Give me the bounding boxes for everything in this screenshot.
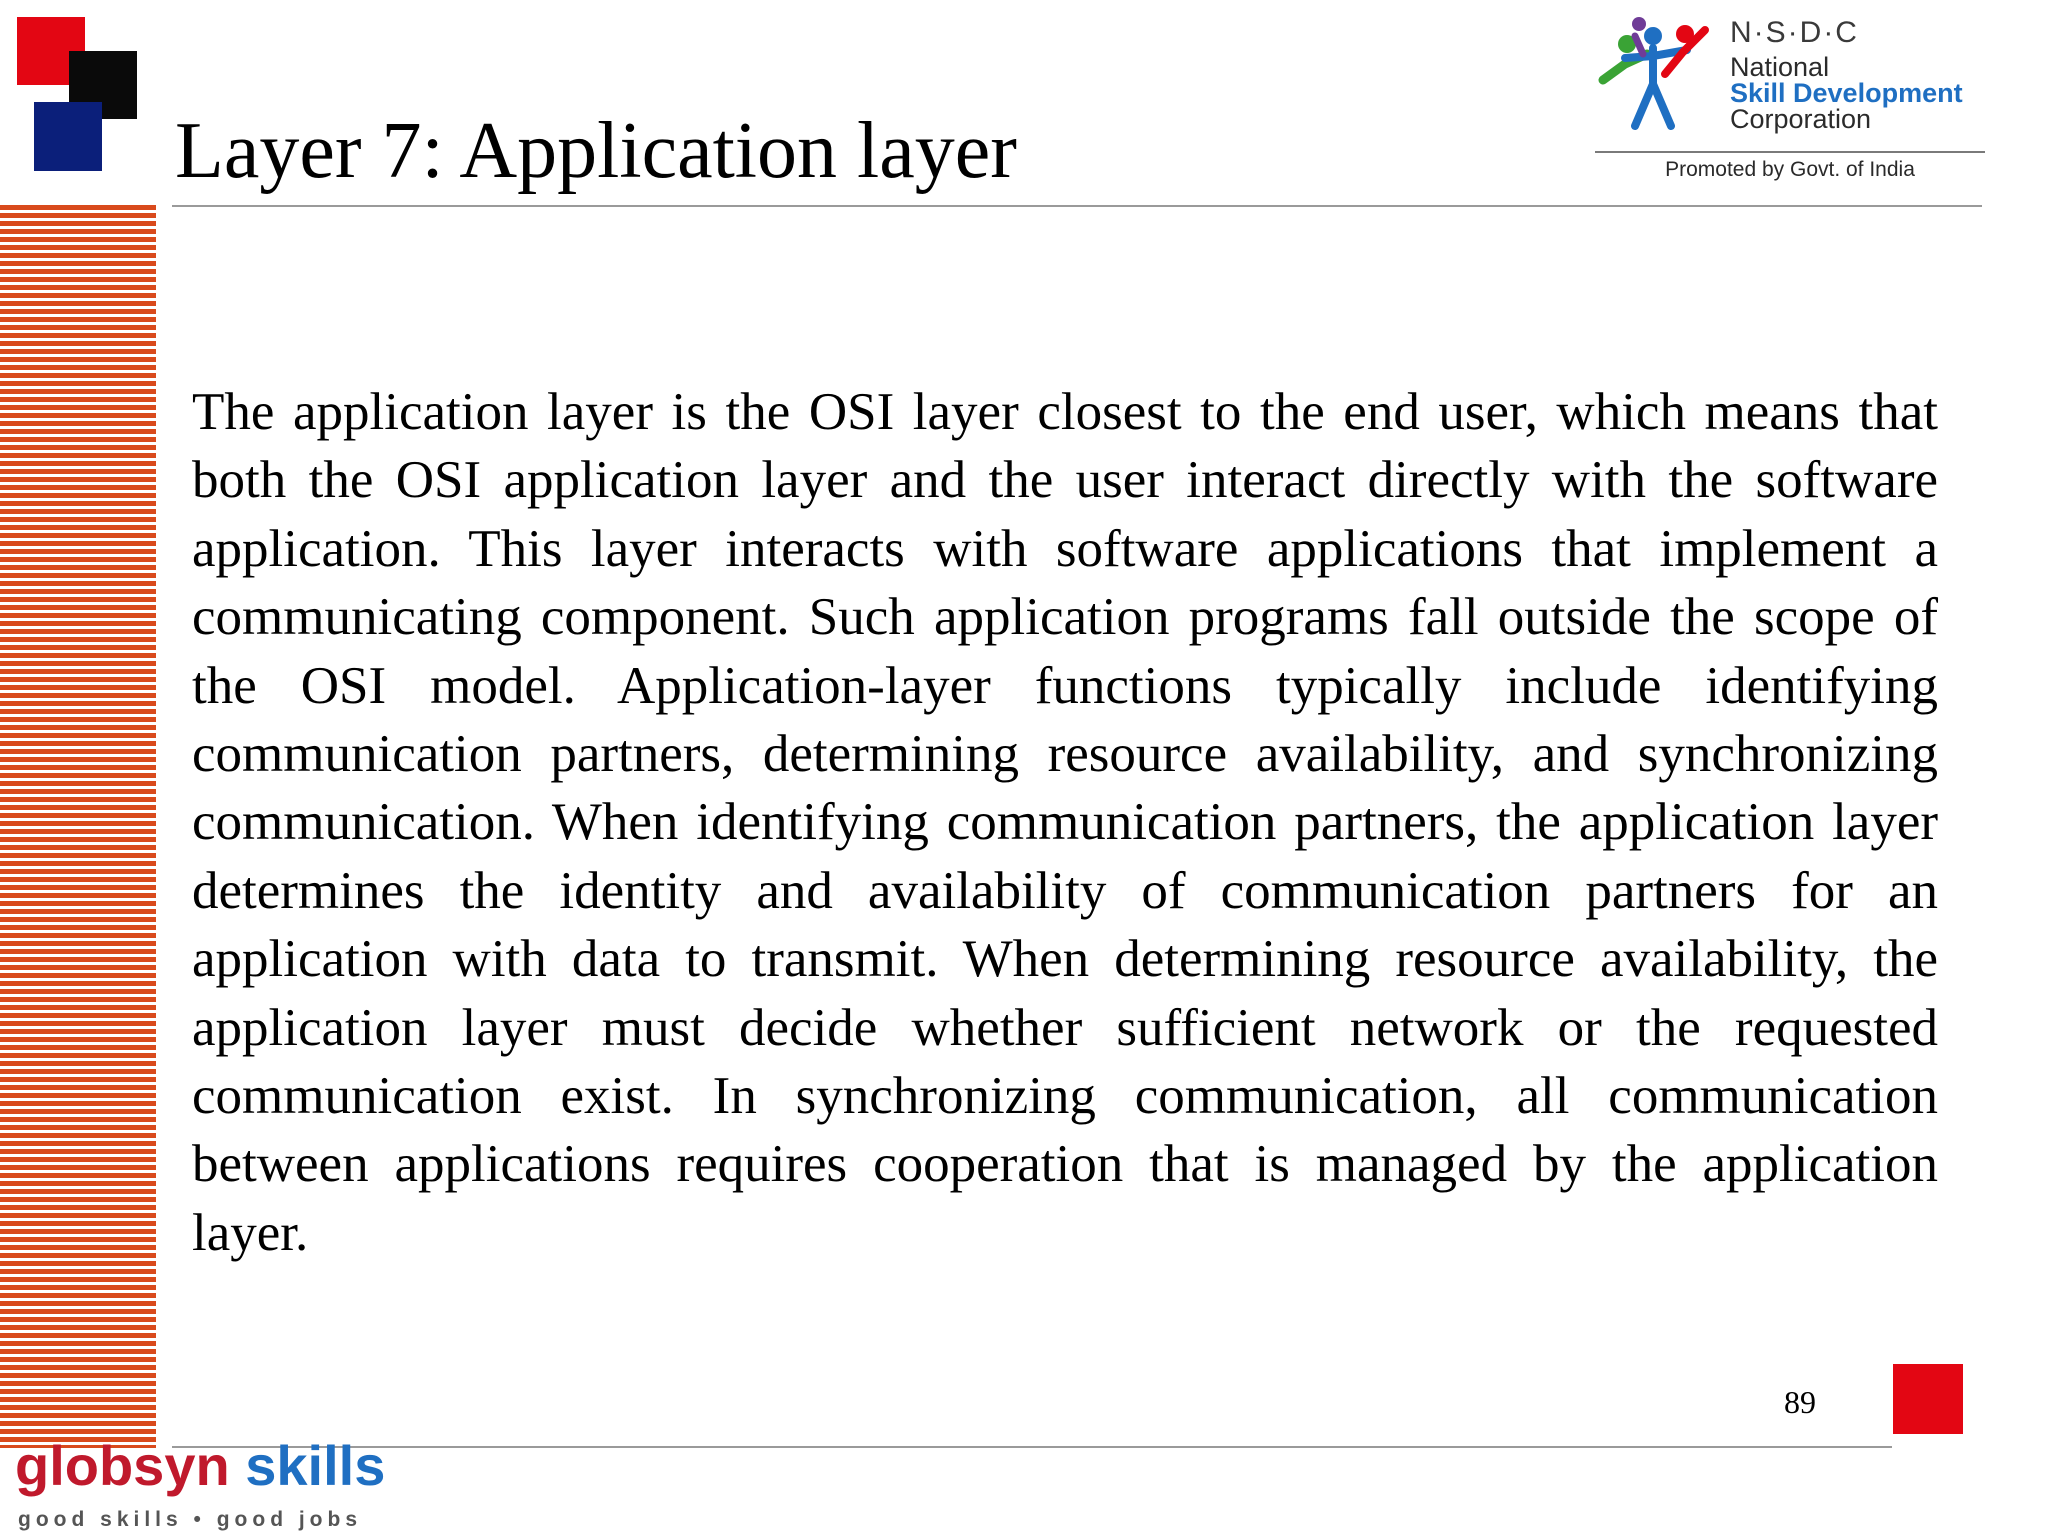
nsdc-name-line1: National: [1730, 52, 1830, 82]
globsyn-tagline: good skills • good jobs: [18, 1508, 363, 1531]
title-divider: [172, 205, 1982, 207]
left-striped-bar: [0, 205, 156, 1448]
nsdc-abbrev: N·S·D·C: [1730, 16, 1859, 49]
decor-blue-square: [34, 102, 102, 171]
footer-divider: [172, 1446, 1892, 1448]
nsdc-name-line2: Skill Development: [1730, 78, 1963, 108]
nsdc-promoted-text: Promoted by Govt. of India: [1665, 158, 1915, 181]
nsdc-divider: [1595, 151, 1985, 153]
nsdc-name-line3: Corporation: [1730, 104, 1872, 134]
globsyn-brand-part1: globsyn: [15, 1434, 230, 1497]
decor-bottom-red-square: [1893, 1364, 1963, 1434]
slide-title: Layer 7: Application layer: [175, 107, 1017, 195]
globsyn-brand-part2: skills: [245, 1434, 386, 1497]
nsdc-logo: [1595, 14, 1985, 194]
slide-body-text: The application layer is the OSI layer closest to the end user, which means that both the OSI application layer and the user interact directly with the software application. This layer interacts with software applications that implement a communicating component. Such application programs fall outside the scope of the OSI model. Application-layer functions typically include identifying communication partners, determining resource availability, and synchronizing communication. When identifying communication partners, the application layer determines the identity and availability of communication partners for an application with data to transmit. When determining resource availability, the application layer must decide whether sufficient network or the requested communication exist. In synchronizing communication, all communication between applications requires cooperation that is managed by the application layer.: [192, 383, 1938, 1262]
nsdc-emblem-icon: [1595, 14, 1720, 134]
page-number: 89: [1784, 1384, 1816, 1420]
globsyn-logo: [15, 1430, 385, 1502]
